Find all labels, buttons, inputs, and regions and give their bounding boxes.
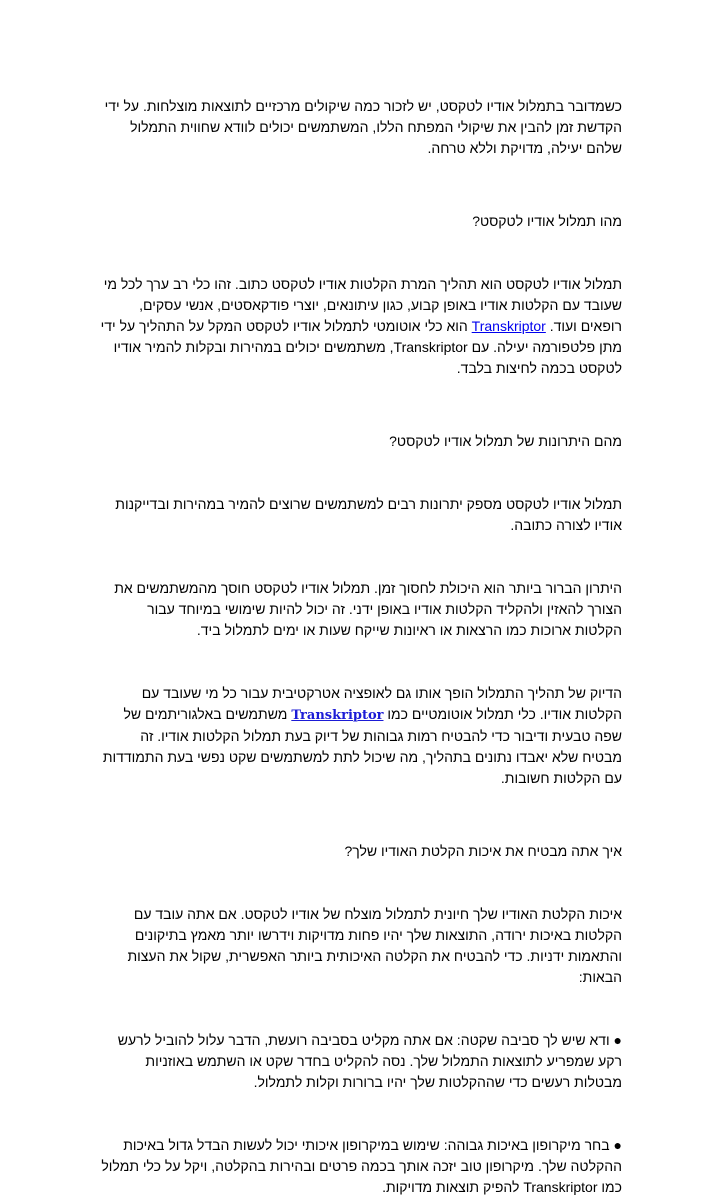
intro-paragraph: כשמדובר בתמלול אודיו לטקסט, יש לזכור כמה שיקולים מרכזיים לתוצאות מוצלחות. על ידי הקדשת זמן להבין את שיקולי המפתח הללו, המשתמשים יכולים לוודא שחווית התמלול שלהם יעילה, מדויקת וללא טרחה. <box>104 98 622 156</box>
transkriptor-link[interactable]: Transkriptor <box>471 318 546 334</box>
definition-paragraph <box>97 274 622 379</box>
accuracy-paragraph <box>97 683 622 789</box>
heading-what-is-transcription: מהו תמלול אודיו לטקסט? <box>472 213 622 229</box>
time-saving-paragraph: היתרון הברור ביותר הוא היכולת לחסוך זמן. תמלול אודיו לטקסט חוסך מהמשתמשים את הצורך להאזין ולהקליד הקלטות אודיו באופן ידני. זה יכול להיות שימושי במיוחד עבור הקלטות ארוכות כמו הרצאות או ראיונות שייקח שעות או ימים לתמלול ביד. <box>114 580 622 638</box>
definition-text-start: תמלול אודיו לטקסט הוא תהליך המרת הקלטות אודיו לטקסט כתוב. זהו כלי רב ערך לכל מי שעובד עם הקלטות אודיו באופן קבוע, כגון עיתונאים, יוצרי פודקאסטים, אנשי עסקים, רופאים ועוד. <box>103 276 622 334</box>
benefits-intro-paragraph: תמלול אודיו לטקסט מספק יתרונות רבים למשתמשים שרוצים להמיר במהירות ובדייקנות אודיו לצורה כתובה. <box>115 496 622 533</box>
transkriptor-link-bold[interactable]: Transkriptor <box>291 708 384 723</box>
accuracy-text-start: הדיוק של תהליך התמלול הופך אותו גם לאופציה אטרקטיבית עבור כל מי שעובד עם הקלטות אודיו. כלי תמלול אוטומטיים כמו <box>141 685 622 722</box>
tip-quality-microphone: ● בחר מיקרופון באיכות גבוהה: שימוש במיקרופון איכותי יכול לעשות הבדל גדול באיכות ההקלטה שלך. מיקרופון טוב יזכה אותך בכמה פרטים ובהירות בהקלטה, ויקל על כלי תמלול כמו Transkriptor להפיק תוצאות מדויקות. <box>101 1137 622 1195</box>
audio-quality-paragraph: איכות הקלטת האודיו שלך חיונית לתמלול מוצלח של אודיו לטקסט. אם אתה עובד עם הקלטות באיכות ירודה, התוצאות שלך יהיו פחות מדויקות וידרשו יותר מאמץ בתיקונים והתאמות ידניות. כדי להבטיח את הקלטה האיכותית ביותר האפשרית, שקול את העצות הבאות: <box>127 906 622 985</box>
heading-audio-quality: איך אתה מבטיח את איכות הקלטת האודיו שלך? <box>344 843 622 859</box>
heading-benefits: מהם היתרונות של תמלול אודיו לטקסט? <box>389 433 622 449</box>
tip-quiet-environment: ● ודא שיש לך סביבה שקטה: אם אתה מקליט בסביבה רועשת, הדבר עלול להוביל לרעש רקע שמפריע לתוצאות התמלול שלך. נסה להקליט בחדר שקט או השתמש באוזניות מבטלות רעשים כדי שההקלטות שלך יהיו ברורות וקלות לתמלול. <box>117 1032 622 1090</box>
accuracy-text-end: משתמשים באלגוריתמים של שפה טבעית ודיבור כדי להבטיח רמות גבוהות של דיוק בעת תמלול הקלטות אודיו. זה מבטיח שלא יאבדו נתונים בתהליך, מה שיכול לתת למשתמשים שקט נפשי בעת התמודדות עם הקלטות חשובות. <box>102 706 622 786</box>
definition-text-end: הוא כלי אוטומטי לתמלול אודיו לטקסט המקל על התהליך על ידי מתן פלטפורמה יעילה. עם Transkriptor, משתמשים יכולים במהירות ובקלות להמיר אודיו לטקסט בכמה לחיצות בלבד. <box>100 318 622 376</box>
